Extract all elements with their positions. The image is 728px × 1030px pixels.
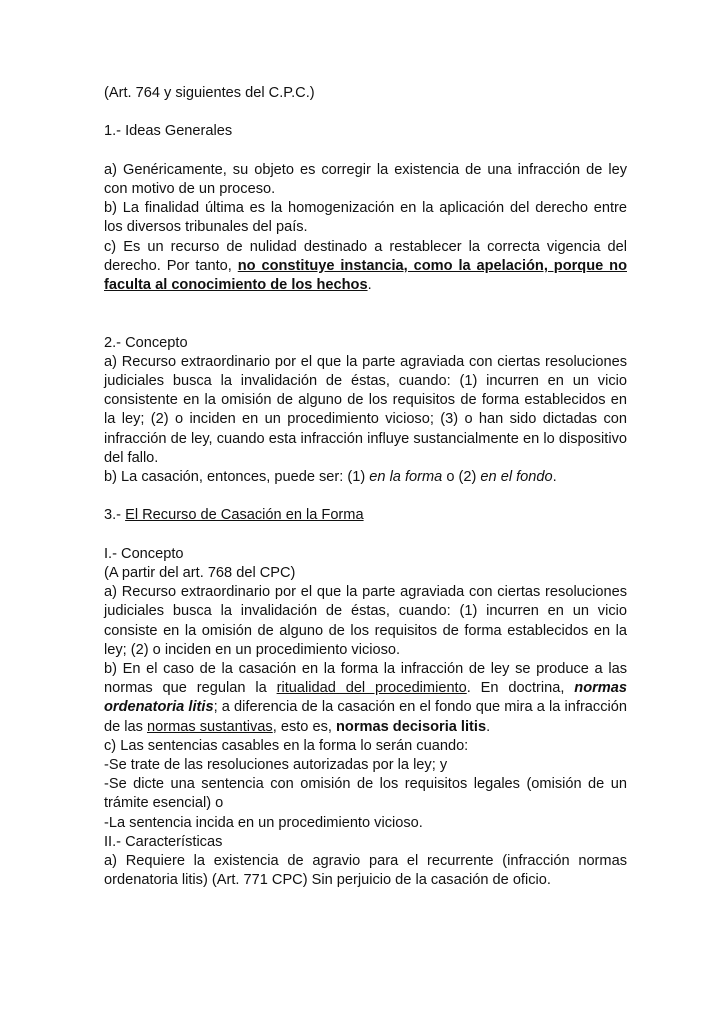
point-c-item-3: -La sentencia incida en un procedimiento vicioso. [104,814,423,831]
document-page [104,84,627,890]
point-c-item-2: -Se dicte una sentencia con omisión de los requisitos legales (omisión de un trámite esencial) o [104,776,627,812]
section-2-point-b [104,468,627,487]
fondo-term: en el fondo [480,469,553,486]
point-b-mid: o (2) [442,469,481,486]
section-3-title [104,506,627,525]
ritualidad-term: ritualidad del procedimiento [276,680,467,697]
point-c-text: c) Es un recurso de nulidad destinado a restablecer la correcta vigencia del derecho. Por tanto, [104,238,627,274]
section-3-number: 3.- [104,507,126,524]
forma-term: en la forma [369,469,443,486]
section-3-heading: El Recurso de Casación en la Forma [125,507,364,524]
point-c-item-1: -Se trate de las resoluciones autorizadas por la ley; y [104,757,448,774]
point-b-text: b) La casación, entonces, puede ser: (1) [104,469,370,486]
section-1-point-c [104,238,627,296]
section-2-title: 2.- Concepto [104,334,188,351]
subsection-1-point-b [104,660,627,737]
point-b-mid-3: , esto es, [272,718,337,735]
article-reference: (Art. 764 y siguientes del C.P.C.) [104,85,315,101]
section-2-point-a: a) Recurso extraordinario por el que la parte agraviada con ciertas resoluciones judiciales busca la invalidación de éstas, cuando: (1) incurren en un vicio consistente en la omisión de alguno de los requisitos de forma establecidos en la ley; (2) o inciden en un procedimiento vicioso; (3) o han sido dictadas con infracción de ley, cuando esta infracción influye sustancialmente en lo dispositivo del fallo. [104,353,627,466]
section-1-point-b: b) La finalidad última es la homogenización en la aplicación del derecho entre los diversos tribunales del país. [104,200,627,236]
decisoria-term: normas decisoria litis [336,718,487,735]
subsection-2-title: II.- Características [104,833,223,850]
point-b-text: b) En el caso de la casación en la forma la infracción de ley se produce a las normas que regulan la [104,661,627,697]
point-b-end: . [552,469,557,486]
subsection-1-point-c: c) Las sentencias casables en la forma lo serán cuando: [104,737,469,754]
section-1-point-a: a) Genéricamente, su objeto es corregir la existencia de una infracción de ley con motivo de un proceso. [104,161,627,197]
point-b-mid-1: . En doctrina, [466,680,575,697]
sustantivas-term: normas sustantivas [147,718,273,735]
section-1-title: 1.- Ideas Generales [104,123,233,140]
subsection-1-title: I.- Concepto [104,545,184,562]
subsection-1-point-a: a) Recurso extraordinario por el que la parte agraviada con ciertas resoluciones judiciales busca la invalidación de éstas, cuando: (1) incurren en un vicio consiste en la omisión de alguno de los requisitos de forma establecidos en la ley; (2) o inciden en un procedimiento vicioso. [104,584,627,658]
point-c-end: . [367,277,372,293]
point-c-emphasis: no constituye instancia, como la apelación, porque no faculta al conocimiento de los hechos [104,257,627,293]
subsection-2-point-a: a) Requiere la existencia de agravio para el recurrente (infracción normas ordenatoria litis) (Art. 771 CPC) Sin perjuicio de la casación de oficio. [104,853,627,889]
subsection-1-reference: (A partir del art. 768 del CPC) [104,565,296,581]
point-b-end: . [486,718,491,735]
ordenatoria-term: normas ordenatoria litis [104,680,627,716]
point-b-mid-2: ; a diferencia de la casación en el fondo que mira a la infracción de las [104,699,627,735]
